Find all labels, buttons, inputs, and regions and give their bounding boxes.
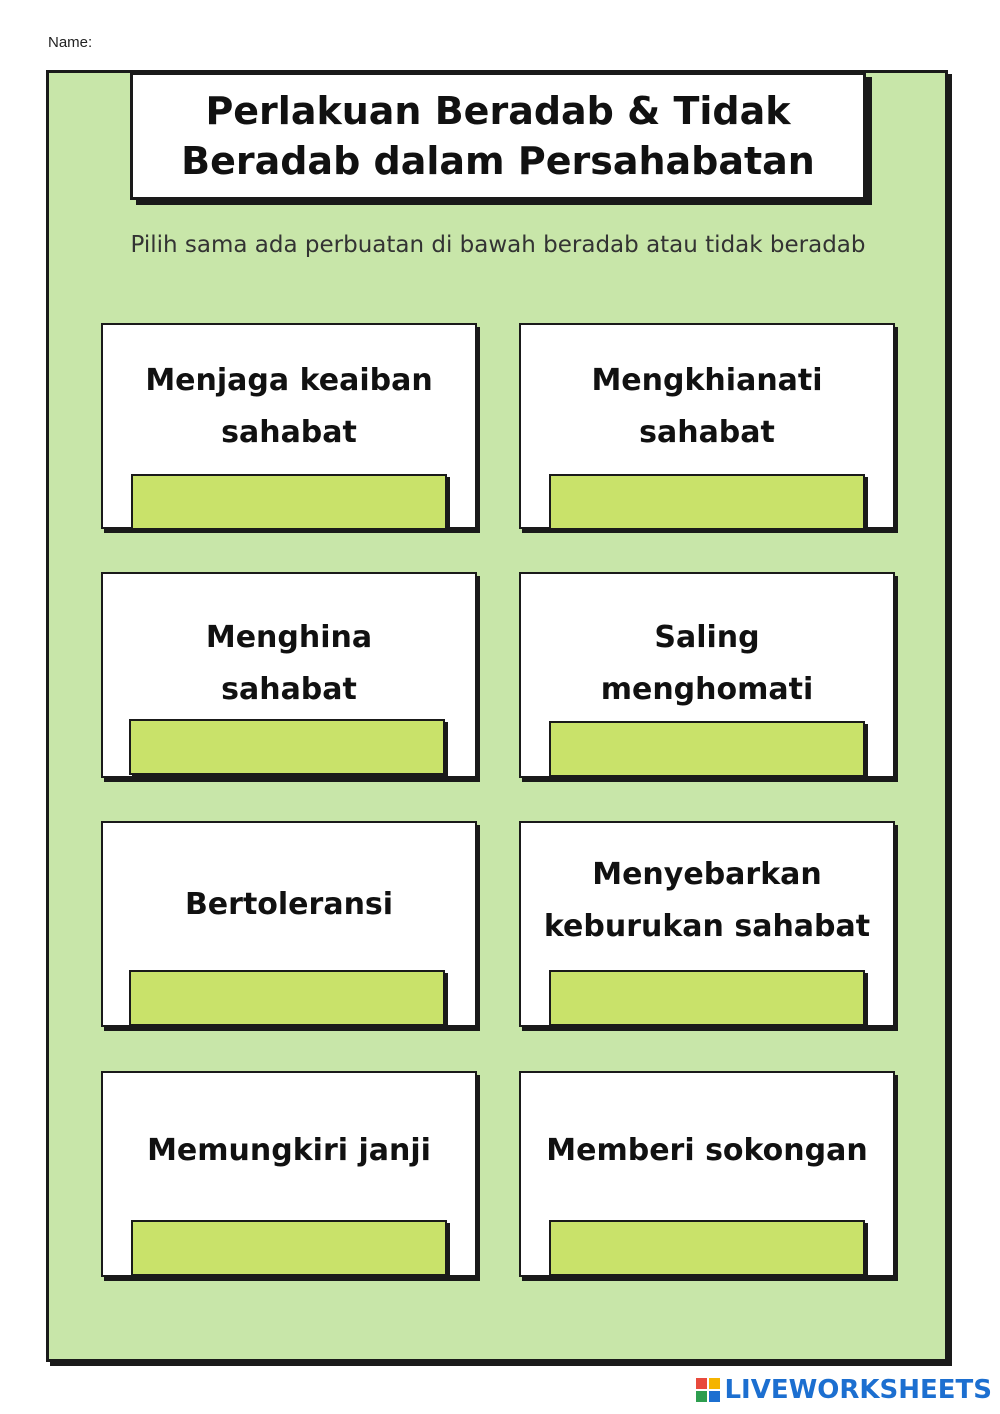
- card-label: Mengkhianati sahabat: [591, 363, 823, 450]
- answer-box-3[interactable]: [129, 719, 445, 775]
- answer-box-2[interactable]: [549, 474, 865, 530]
- card-label: Memberi sokongan: [546, 1133, 868, 1168]
- card-label: Saling menghomati: [600, 620, 814, 707]
- answer-box-7[interactable]: [131, 1220, 447, 1276]
- card-label: Menjaga keaiban sahabat: [145, 363, 433, 450]
- answer-box-5[interactable]: [129, 970, 445, 1026]
- title-box: [130, 72, 866, 200]
- answer-box-1[interactable]: [131, 474, 447, 530]
- liveworksheets-watermark: [696, 1370, 992, 1410]
- card-label: Memungkiri janji: [147, 1133, 431, 1168]
- card-label: Bertoleransi: [184, 887, 394, 922]
- answer-box-4[interactable]: [549, 721, 865, 777]
- answer-box-6[interactable]: [549, 970, 865, 1026]
- title-line-1: Perlakuan Beradab & Tidak: [205, 89, 791, 133]
- answer-box-8[interactable]: [549, 1220, 865, 1276]
- instruction-text: Pilih sama ada perbuatan di bawah beradab atau tidak beradab: [130, 232, 866, 258]
- card-label: Menghina sahabat: [205, 620, 373, 707]
- title-line-2: Beradab dalam Persahabatan: [181, 139, 815, 183]
- name-label: Name:: [48, 34, 93, 51]
- card-label: Menyebarkan keburukan sahabat: [543, 857, 871, 944]
- liveworksheets-logo-icon: [696, 1378, 720, 1402]
- watermark-text: LIVEWORKSHEETS: [724, 1375, 992, 1405]
